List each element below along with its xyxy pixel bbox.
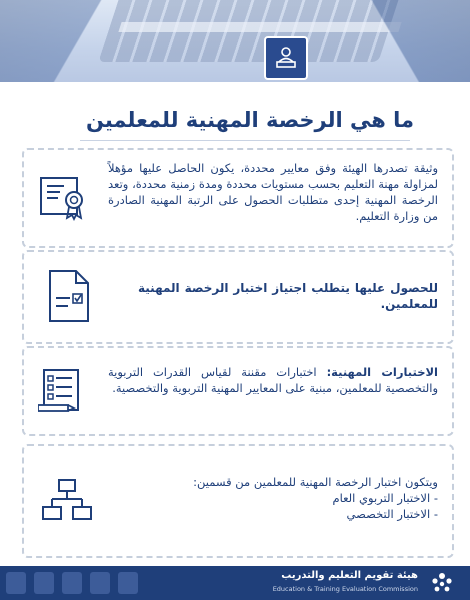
- partner-logo: [118, 572, 138, 594]
- partner-logo: [34, 572, 54, 594]
- partner-logo: [62, 572, 82, 594]
- exam-sheet-pencil-icon: [38, 368, 90, 420]
- person-at-desk-icon: [264, 36, 308, 80]
- exams-lead: الاختبارات المهنية:: [326, 365, 438, 379]
- banner-stripe: [340, 0, 470, 82]
- sections-intro: ويتكون اختبار الرخصة المهنية للمعلمين من قسمين:: [193, 475, 438, 489]
- hierarchy-icon: [42, 478, 92, 526]
- requirement-text: للحصول عليها يتطلب اجتياز اختبار الرخصة المهنية للمعلمين.: [138, 281, 438, 311]
- document-check-icon: [46, 268, 92, 328]
- partner-logo: [90, 572, 110, 594]
- header-banner: [0, 0, 470, 82]
- brand-name-en: Education & Training Evaluation Commission: [272, 585, 418, 593]
- commission-logo-icon: [428, 570, 456, 600]
- definition-card: [22, 148, 454, 248]
- page-title: ما هي الرخصة المهنية للمعلمين: [85, 108, 415, 132]
- exams-card: [22, 346, 454, 436]
- definition-text: وثيقة تصدرها الهيئة وفق معايير محددة، يكون الحاصل عليها مؤهلاً لمزاولة مهنة التعليم بحسب مستويات محددة ومدة زمنية محددة، وتعد الرخصة المهنية إحدى متطلبات الحصول على الرتبة المهنية الصادرة من وزارة التعليم.: [108, 161, 438, 223]
- partner-logos: [6, 572, 138, 594]
- footer-bar: [0, 566, 470, 600]
- sections-card: [22, 444, 454, 558]
- section-item: - الاختبار التربوي العام: [332, 491, 438, 505]
- sections-text: [108, 474, 438, 522]
- exams-text: [108, 364, 438, 396]
- requirement-card: [22, 250, 454, 344]
- exams-body: اختبارات مقننة لقياس القدرات التربوية والتخصصية للمعلمين، مبنية على المعايير المهنية التربوية والتخصصية.: [108, 365, 438, 395]
- brand-name-ar: هيئة تقويم التعليم والتدريب: [281, 570, 418, 581]
- title-underline: [80, 140, 410, 141]
- certificate-icon: [38, 172, 88, 226]
- section-item: - الاختبار التخصصي: [346, 507, 438, 521]
- partner-logo: [6, 572, 26, 594]
- banner-stripe: [0, 0, 120, 82]
